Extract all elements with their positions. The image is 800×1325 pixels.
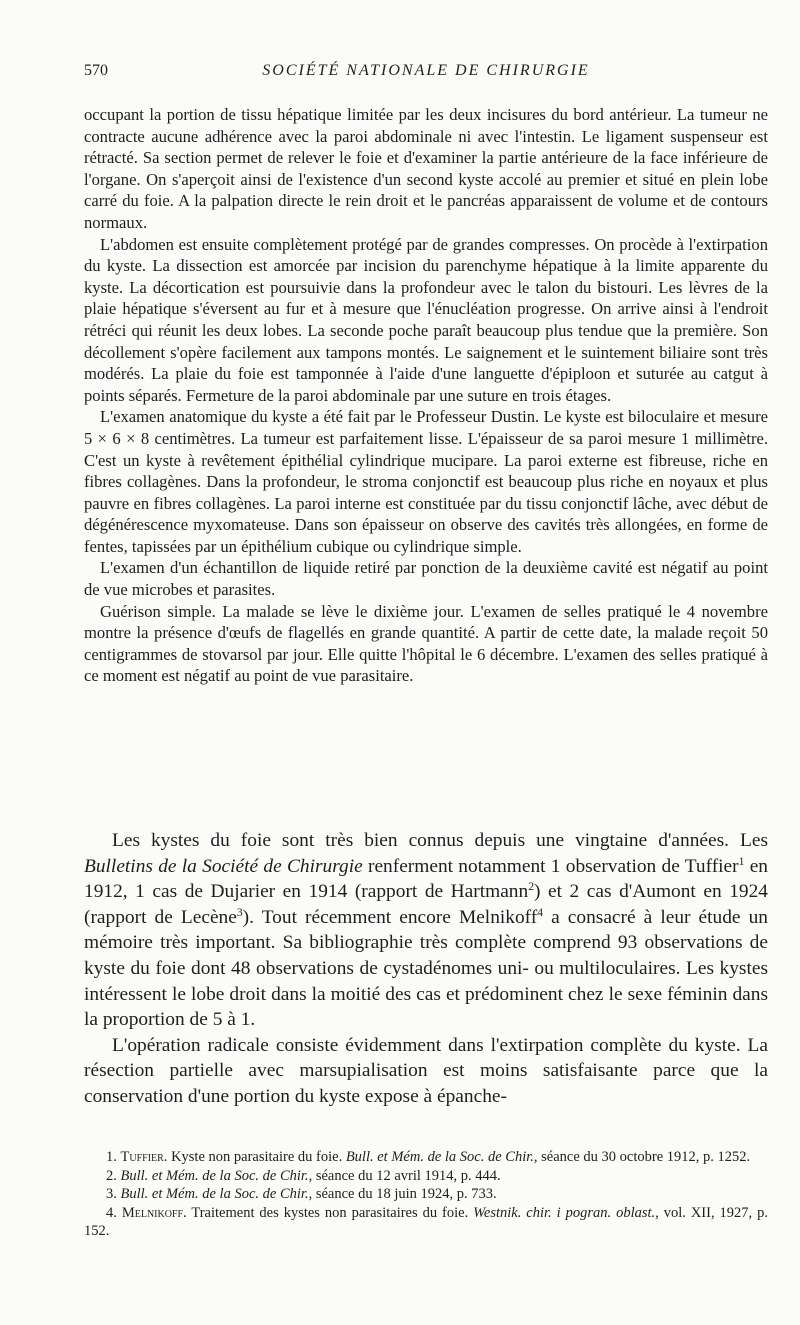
footnote — [84, 1185, 768, 1204]
footnotes — [84, 1148, 768, 1241]
footnote-journal: Bull. et Mém. de la Soc. de Chir. — [120, 1186, 309, 1202]
discussion-paragraph — [84, 828, 768, 1033]
footnote — [84, 1167, 768, 1186]
footnote-number: 4. — [106, 1204, 117, 1221]
discussion-text: a consacré à leur étude un mémoire très important. Sa bibliographie très complète comprend 93 observations de kyste du foie dont 48 observations de cystadénomes uni- ou multiloculaires. Les kystes intéressent le lobe droit dans la moitié des cas et prédominent chez le sexe féminin dans la proportion de 5 à 1. — [84, 906, 768, 1031]
footnote-number: 2. — [106, 1167, 117, 1184]
discussion-text: ) et 2 cas d'Aumont en 1924 (rapport de Lecène — [84, 881, 768, 928]
footnote-ref: 2 — [528, 880, 535, 894]
footnote-text: , séance du 12 avril 1914, p. 444. — [308, 1167, 501, 1184]
footnote-ref: 4 — [537, 905, 544, 919]
report-paragraph: L'examen d'un échantillon de liquide retiré par ponction de la deuxième cavité est négatif au point de vue microbes et parasites. — [84, 558, 768, 600]
journal-title: Bulletins de la Société de Chirurgie — [84, 855, 363, 877]
footnote-text: , séance du 30 octobre 1912, p. 1252. — [533, 1149, 751, 1165]
discussion-text: Les kystes du foie sont très bien connus depuis une vingtaine d'années. Les — [112, 830, 768, 851]
footnote-text: , séance du 18 juin 1924, p. 733. — [308, 1186, 497, 1202]
discussion — [84, 828, 768, 1110]
footnote-text: , vol. XII, 1927, p. 152. — [84, 1204, 768, 1239]
footnote — [84, 1204, 768, 1241]
footnote-journal: Bull. et Mém. de la Soc. de Chir. — [120, 1167, 309, 1184]
page-number: 570 — [84, 62, 108, 79]
report-paragraph: L'examen anatomique du kyste a été fait par le Professeur Dustin. Le kyste est biloculaire et mesure 5 × 6 × 8 centimètres. La tumeur est parfaitement lisse. L'épaisseur de sa paroi mesure 1 millimètre. C'est un kyste à revêtement épithélial cylindrique mucipare. La paroi externe est fibreuse, riche en fibres collagènes. Dans la profondeur, le stroma conjonctif est beaucoup plus riche en noyaux et plus pauvre en fibres collagènes. La paroi interne est constituée par du tissu conjonctif lâche, avec début de dégénérescence myxomateuse. Dans son épaisseur on observe des cavités très allongées, en forme de fentes, tapissées par un épithélium cubique ou cylindrique simple. — [84, 407, 768, 556]
footnote — [84, 1148, 768, 1167]
footnote-author: Melnikoff. — [121, 1204, 187, 1221]
discussion-paragraph: L'opération radicale consiste évidemment dans l'extirpation complète du kyste. La résection partielle avec marsupialisation est moins satisfaisante parce que la conservation d'une portion du kyste expose à épanche- — [84, 1034, 768, 1107]
case-report — [84, 104, 768, 687]
footnote-text: Traitement des kystes non parasitaires du foie. — [186, 1204, 474, 1221]
footnote-number: 1. — [106, 1149, 117, 1165]
discussion-text: en 1912, 1 cas de Dujarier en 1914 (rapport de Hartmann — [84, 855, 768, 903]
running-title: SOCIÉTÉ NATIONALE DE CHIRURGIE — [262, 62, 590, 79]
discussion-text: renferment notamment 1 observation de Tuffier — [362, 855, 739, 877]
footnote-ref: 3 — [236, 905, 243, 919]
report-paragraph: L'abdomen est ensuite complètement protégé par de grandes compresses. On procède à l'extirpation du kyste. La dissection est amorcée par incision du parenchyme hépatique à la limite apparente du kyste. La décortication est poursuivie dans la profondeur avec le talon du bistouri. Les lèvres de la plaie hépatique s'éversent au fur et à mesure que l'énucléation progresse. On arrive ainsi à l'endroit rétréci qui réunit les deux lobes. La seconde poche paraît beaucoup plus tendue que la première. Son décollement s'opère facilement aux tampons montés. Le saignement et le suintement biliaire sont très modérés. La plaie du foie est tamponnée à l'aide d'une languette d'épiploon et suturée au catgut à points séparés. Fermeture de la paroi abdominale par une suture en trois étages. — [84, 234, 768, 405]
report-paragraph: occupant la portion de tissu hépatique limitée par les deux incisures du bord antérieur. La tumeur ne contracte aucune adhérence avec la paroi abdominale ni avec l'intestin. Le ligament suspenseur est rétracté. Sa section permet de relever le foie et d'examiner la partie antérieure de la face inférieure de l'organe. On s'aperçoit ainsi de l'existence d'un second kyste accolé au premier et situé en plein lobe carré du foie. A la palpation directe le rein droit et le pancréas apparaissent de volume et de contours normaux. — [84, 105, 768, 232]
footnote-text: Kyste non parasitaire du foie. — [167, 1149, 346, 1165]
footnote-number: 3. — [106, 1186, 117, 1202]
footnote-journal: Bull. et Mém. de la Soc. de Chir. — [345, 1149, 534, 1165]
discussion-text: ). Tout récemment encore Melnikoff — [242, 906, 538, 928]
footnote-ref: 1 — [738, 854, 745, 868]
report-paragraph: Guérison simple. La malade se lève le dixième jour. L'examen de selles pratiqué le 4 novembre montre la présence d'œufs de flagellés en grande quantité. A partir de cette date, la malade reçoit 50 centigrammes de stovarsol par jour. Elle quitte l'hôpital le 6 décembre. L'examen des selles pratiqué à ce moment est négatif au point de vue parasitaire. — [84, 601, 768, 686]
footnote-author: Tuffier. — [120, 1149, 168, 1165]
footnote-journal: Westnik. chir. i pogran. oblast. — [473, 1204, 656, 1221]
